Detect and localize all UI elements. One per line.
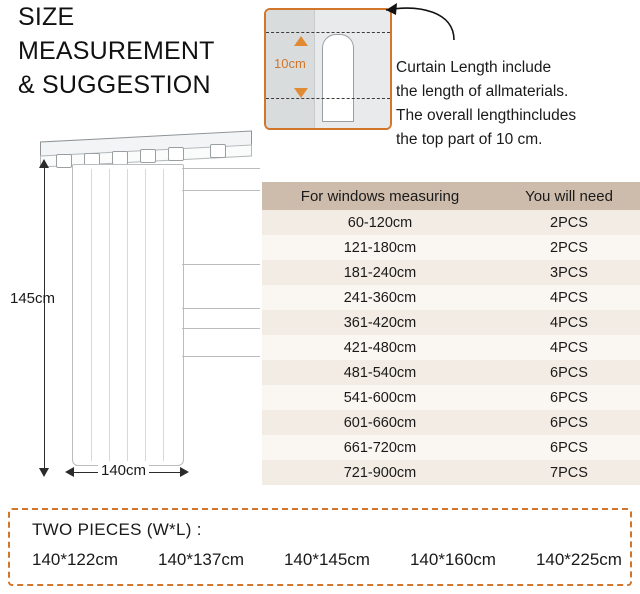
measure-guide-top: [266, 32, 390, 33]
window-line: [182, 264, 260, 265]
cell-window-range: 661-720cm: [343, 439, 417, 456]
curtain-header-detail-diagram: [264, 8, 392, 130]
size-option: 140*160cm: [409, 550, 496, 569]
note-line-3: The overall lengthincludes: [396, 107, 577, 124]
top-part-measure-label: 10cm: [274, 56, 306, 71]
cell-window-range: 601-660cm: [343, 414, 417, 431]
cell-pieces: 3PCS: [550, 264, 588, 281]
table-header-row: [262, 182, 640, 210]
table-row: [262, 235, 640, 260]
table-row: [262, 385, 640, 410]
cell-pieces: 6PCS: [550, 389, 588, 406]
measure-guide-bottom: [266, 98, 390, 99]
window-line: [182, 328, 260, 329]
page-title-line-1: SIZE: [18, 3, 75, 31]
size-option: 140*122cm: [32, 550, 119, 569]
cell-pieces: 6PCS: [550, 364, 588, 381]
table-row: [262, 460, 640, 485]
cell-window-range: 541-600cm: [343, 389, 417, 406]
curtain-hook-icon: [210, 144, 226, 158]
curtain-hook-icon: [56, 154, 72, 168]
table-row: [262, 435, 640, 460]
curtain-hook-icon: [168, 147, 184, 161]
curtain-hook-icon: [112, 151, 128, 165]
page-title-line-3: & SUGGESTION: [18, 71, 211, 99]
size-option: 140*225cm: [535, 550, 622, 569]
table-row: [262, 260, 640, 285]
cell-window-range: 361-420cm: [343, 314, 417, 331]
curtain-pleat: [163, 169, 164, 461]
arrow-down-icon: [294, 88, 308, 98]
cell-window-range: 241-360cm: [343, 289, 417, 306]
size-option: 140*145cm: [283, 550, 370, 569]
height-dimension-arrow: [44, 168, 45, 468]
table-row: [262, 410, 640, 435]
table-row: [262, 310, 640, 335]
note-text: [396, 56, 640, 152]
size-option: 140*137cm: [157, 550, 244, 569]
curved-arrow-icon: [380, 0, 460, 46]
curtain-pleat: [91, 169, 92, 461]
window-line: [182, 168, 260, 169]
curtain-panel: [72, 164, 184, 466]
page-title-line-2: MEASUREMENT: [18, 37, 215, 65]
window-frame-lines: [182, 168, 260, 358]
width-dimension-label: 140cm: [98, 462, 149, 479]
cell-pieces: 2PCS: [550, 239, 588, 256]
cell-pieces: 4PCS: [550, 289, 588, 306]
cell-pieces: 6PCS: [550, 439, 588, 456]
two-pieces-summary-box: [8, 508, 632, 586]
cell-pieces: 2PCS: [550, 214, 588, 231]
table-row: [262, 360, 640, 385]
cell-pieces: 7PCS: [550, 464, 588, 481]
cell-pieces: 6PCS: [550, 414, 588, 431]
height-dimension-label: 145cm: [10, 290, 56, 307]
curtain-pleat: [109, 169, 110, 461]
cell-window-range: 721-900cm: [343, 464, 417, 481]
page-title: [18, 0, 270, 102]
table-row: [262, 210, 640, 235]
two-pieces-size-list: [32, 550, 622, 570]
note-line-2: the length of allmaterials.: [396, 83, 569, 100]
size-suggestion-table: [262, 182, 640, 485]
table-row: [262, 285, 640, 310]
cell-window-range: 421-480cm: [343, 339, 417, 356]
cell-window-range: 121-180cm: [343, 239, 417, 256]
cell-pieces: 4PCS: [550, 339, 588, 356]
curtain-pleat: [127, 169, 128, 461]
table-header-need: You will need: [525, 187, 613, 205]
window-line: [182, 190, 260, 191]
curtain-rod-shape: [322, 34, 354, 122]
cell-window-range: 60-120cm: [347, 214, 413, 231]
note-line-4: the top part of 10 cm.: [396, 131, 543, 148]
table-header-windows: For windows measuring: [300, 187, 460, 205]
window-line: [182, 356, 260, 357]
curtain-hook-icon: [140, 149, 156, 163]
table-row: [262, 335, 640, 360]
curtain-pleat: [145, 169, 146, 461]
curtain-dimension-drawing: [10, 128, 260, 488]
two-pieces-title: TWO PIECES (W*L) :: [32, 520, 202, 539]
arrow-up-icon: [294, 36, 308, 46]
cell-window-range: 481-540cm: [343, 364, 417, 381]
cell-pieces: 4PCS: [550, 314, 588, 331]
window-line: [182, 308, 260, 309]
cell-window-range: 181-240cm: [343, 264, 417, 281]
note-line-1: Curtain Length include: [396, 59, 552, 76]
